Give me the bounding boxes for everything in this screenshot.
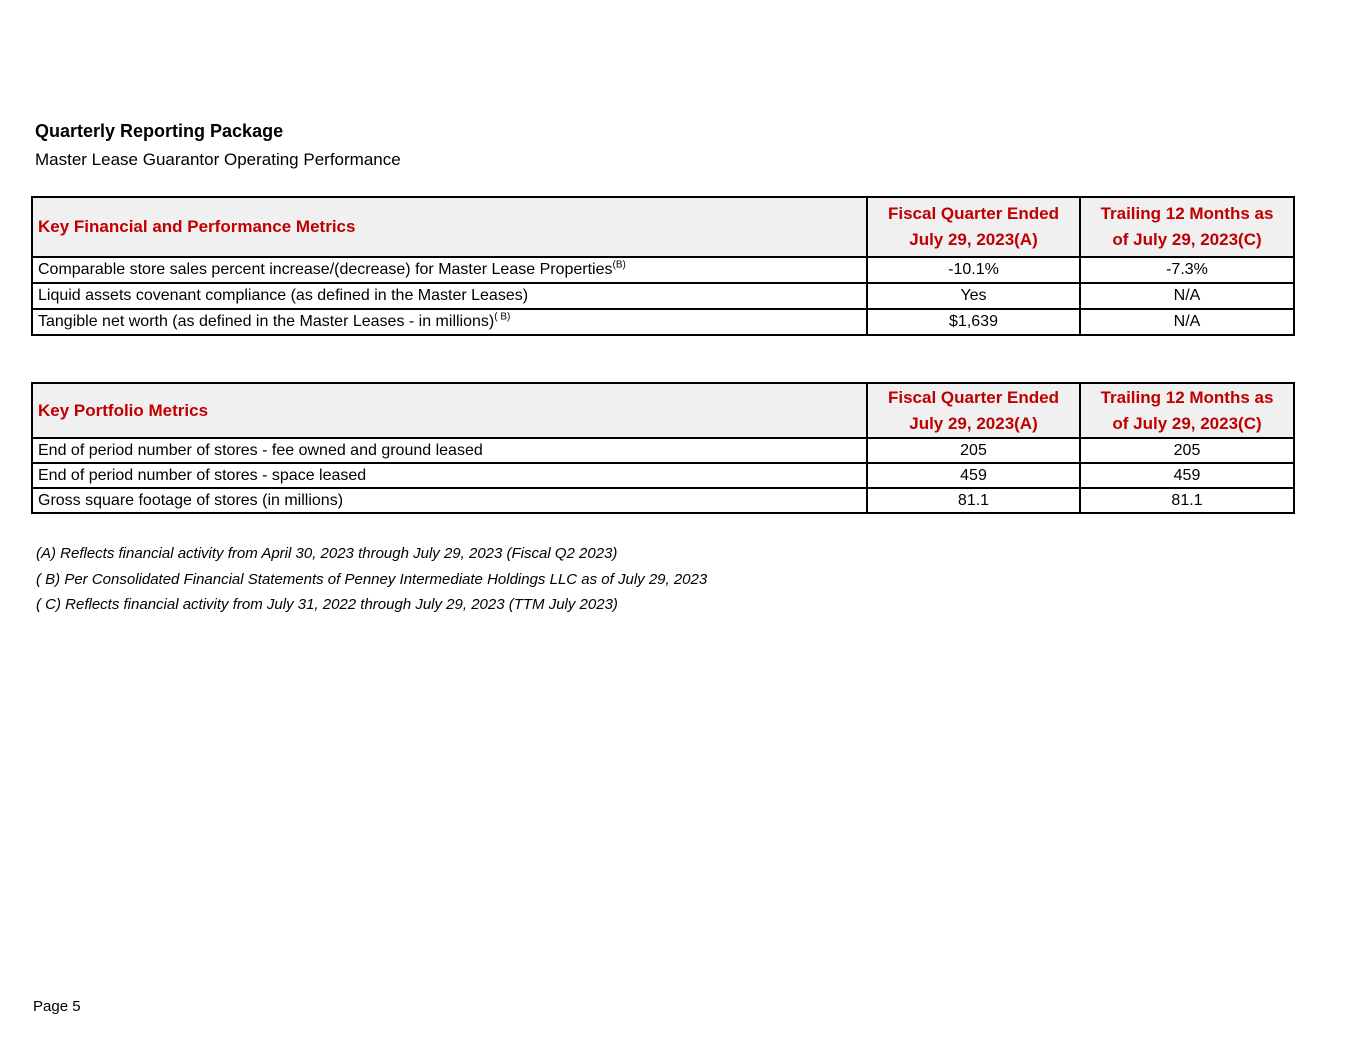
trailing-12m-value: 205 xyxy=(1080,438,1294,463)
footnote-reference: ( B) xyxy=(494,311,511,323)
document-subtitle: Master Lease Guarantor Operating Performance xyxy=(35,150,401,169)
metric-row xyxy=(32,488,1294,513)
footnote-reference: (B) xyxy=(612,259,626,271)
metric-label xyxy=(32,257,867,283)
metric-row xyxy=(32,438,1294,463)
metric-label-text: Comparable store sales percent increase/(decrease) for Master Lease Properties xyxy=(38,261,613,278)
col-header-line: Trailing 12 Months as xyxy=(1100,387,1274,407)
col-header-line: of July 29, 2023(C) xyxy=(1112,413,1262,433)
trailing-12m-value: -7.3% xyxy=(1080,257,1294,283)
portfolio-metrics-table xyxy=(31,382,1295,514)
metric-label-text: End of period number of stores - space leased xyxy=(38,466,367,484)
metric-row xyxy=(32,463,1294,488)
metric-row xyxy=(32,283,1294,309)
trailing-12m-value: N/A xyxy=(1080,283,1294,309)
fiscal-quarter-value: $1,639 xyxy=(867,309,1080,335)
col-header-line: Trailing 12 Months as xyxy=(1100,204,1274,223)
metric-label-text: Liquid assets covenant compliance (as defined in the Master Leases) xyxy=(38,287,529,304)
fiscal-quarter-value: -10.1% xyxy=(867,257,1080,283)
table-header-row xyxy=(32,383,1294,438)
metric-label xyxy=(32,283,867,309)
table-title: Key Portfolio Metrics xyxy=(32,383,867,438)
col-header-line: of July 29, 2023(C) xyxy=(1112,230,1262,249)
fiscal-quarter-value: 459 xyxy=(867,463,1080,488)
col-header-line: Fiscal Quarter Ended xyxy=(888,204,1059,223)
table-title: Key Financial and Performance Metrics xyxy=(32,197,867,257)
trailing-12m-value: N/A xyxy=(1080,309,1294,335)
col-header-trailing-12-months xyxy=(1080,383,1294,438)
fiscal-quarter-value: 81.1 xyxy=(867,488,1080,513)
metric-row xyxy=(32,309,1294,335)
document-title: Quarterly Reporting Package xyxy=(35,121,284,141)
financial-metrics-table xyxy=(31,196,1295,336)
metric-label-text: End of period number of stores - fee owned and ground leased xyxy=(38,441,483,459)
col-header-fiscal-quarter xyxy=(867,197,1080,257)
table-header-row xyxy=(32,197,1294,257)
metric-label xyxy=(32,309,867,335)
footnote-a: (A) Reflects financial activity from April 30, 2023 through July 29, 2023 (Fiscal Q2 2023) xyxy=(36,545,618,562)
col-header-trailing-12-months xyxy=(1080,197,1294,257)
col-header-line: July 29, 2023(A) xyxy=(909,413,1038,433)
col-header-line: July 29, 2023(A) xyxy=(909,230,1038,249)
trailing-12m-value: 459 xyxy=(1080,463,1294,488)
metric-label-text: Tangible net worth (as defined in the Master Leases - in millions) xyxy=(38,313,495,330)
footnotes-block xyxy=(36,541,707,618)
footnote-c: ( C) Reflects financial activity from July 31, 2022 through July 29, 2023 (TTM July 2023) xyxy=(36,596,618,613)
page-number: Page 5 xyxy=(33,998,81,1015)
fiscal-quarter-value: 205 xyxy=(867,438,1080,463)
metric-label-text: Gross square footage of stores (in millions) xyxy=(38,491,344,509)
col-header-fiscal-quarter xyxy=(867,383,1080,438)
metric-label xyxy=(32,438,867,463)
metric-row xyxy=(32,257,1294,283)
metric-label xyxy=(32,463,867,488)
col-header-line: Fiscal Quarter Ended xyxy=(888,387,1059,407)
fiscal-quarter-value: Yes xyxy=(867,283,1080,309)
metric-label xyxy=(32,488,867,513)
trailing-12m-value: 81.1 xyxy=(1080,488,1294,513)
footnote-b: ( B) Per Consolidated Financial Statements of Penney Intermediate Holdings LLC as of July 29, 2023 xyxy=(36,570,708,588)
